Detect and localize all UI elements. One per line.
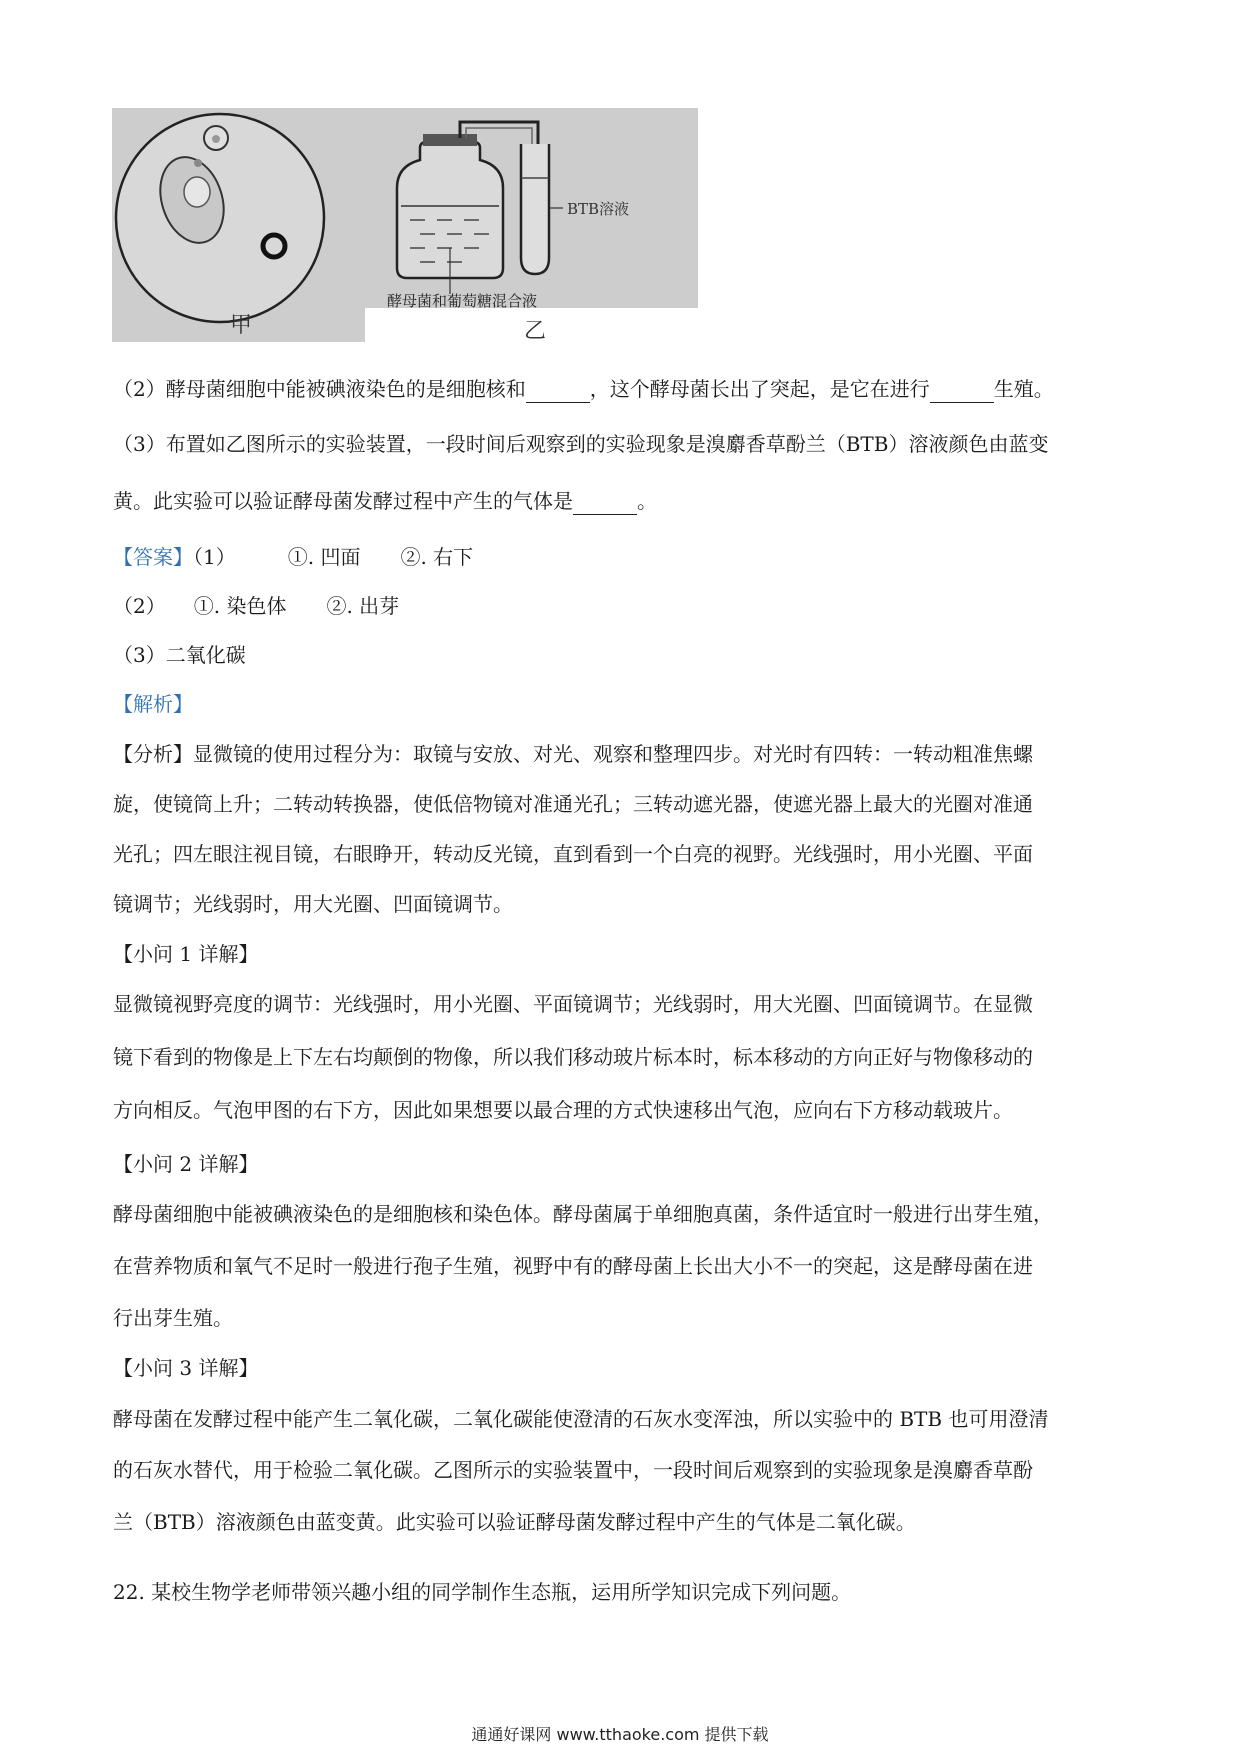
question-2 [113,375,1054,403]
question-2-blank-1 [526,380,590,403]
xiaowen-2-line-3: 行出芽生殖。 [113,1306,233,1330]
question-3-prefix: 黄。此实验可以验证酵母菌发酵过程中产生的气体是 [113,489,573,513]
page-footer: 通通好课网 www.tthaoke.com 提供下载 [471,1725,769,1744]
xiaowen-2-line-1: 酵母菌细胞中能被碘液染色的是细胞核和染色体。酵母菌属于单细胞真菌，条件适宜时一般进行出芽生殖， [113,1202,1053,1226]
analysis-label: 【解析】 [113,692,193,716]
answer-2-number: （2） [113,594,166,618]
xiaowen-2-title: 【小问 2 详解】 [113,1152,259,1176]
xiaowen-1-title: 【小问 1 详解】 [113,942,259,966]
answer-2-part-2: ②. 出芽 [326,594,400,618]
question-3-blank [573,492,637,515]
xiaowen-3-title: 【小问 3 详解】 [113,1356,259,1380]
answer-1-part-1: ①. 凹面 [287,545,361,569]
figure-yi-caption: 乙 [524,319,547,344]
fenxi-line-2: 旋，使镜筒上升；二转动转换器，使低倍物镜对准通光孔；三转动遮光器，使遮光器上最大的光圈对准通 [113,792,1033,816]
answer-line-3: （3）二氧化碳 [113,643,246,667]
xiaowen-3-line-1: 酵母菌在发酵过程中能产生二氧化碳，二氧化碳能使澄清的石灰水变浑浊，所以实验中的 BTB 也可用澄清 [113,1407,1049,1431]
question-3-suffix: 。 [637,489,657,513]
question-22: 22. 某校生物学老师带领兴趣小组的同学制作生态瓶，运用所学知识完成下列问题。 [113,1580,852,1604]
answer-1-part-2: ②. 右下 [400,545,474,569]
xiaowen-1-line-3: 方向相反。气泡甲图的右下方，因此如果想要以最合理的方式快速移出气泡，应向右下方移动载玻片。 [113,1098,1013,1122]
question-2-suffix: 生殖。 [993,377,1054,401]
xiaowen-3-line-2: 的石灰水替代，用于检验二氧化碳。乙图所示的实验装置中，一段时间后观察到的实验现象是溴麝香草酚 [113,1458,1033,1482]
answer-line-2 [113,592,399,620]
mixture-label: 酵母菌和葡萄糖混合液 [387,292,538,308]
microscope-field-illustration [112,108,365,342]
fenxi-line-1: 【分析】显微镜的使用过程分为：取镜与安放、对光、观察和整理四步。对光时有四转：一转动粗准焦螺 [113,742,1033,766]
fenxi-line-3: 光孔；四左眼注视目镜，右眼睁开，转动反光镜，直到看到一个白亮的视野。光线强时，用小光圈、平面 [113,842,1033,866]
question-2-prefix: （2）酵母菌细胞中能被碘液染色的是细胞核和 [113,377,526,401]
fenxi-line-4: 镜调节；光线弱时，用大光圈、凹面镜调节。 [113,892,513,916]
question-3-line-2 [113,487,657,515]
figure-yi-apparatus [365,108,698,308]
nucleus [194,159,202,167]
test-tube [521,144,549,274]
bud-nucleus [212,135,220,143]
btb-label: BTB溶液 [567,200,630,218]
apparatus-illustration [365,108,698,308]
question-2-blank-2 [930,380,994,403]
question-3-line-1: （3）布置如乙图所示的实验装置，一段时间后观察到的实验现象是溴麝香草酚兰（BTB）溶液颜色由蓝变 [113,432,1049,456]
xiaowen-1-line-1: 显微镜视野亮度的调节：光线强时，用小光圈、平面镜调节；光线弱时，用大光圈、凹面镜调节。在显微 [113,992,1033,1016]
answer-label: 【答案】 [113,545,193,569]
bottle-stopper [423,134,477,146]
figure-jia-microscope-view [112,108,365,342]
question-2-mid: ，这个酵母菌长出了突起，是它在进行 [589,377,930,401]
xiaowen-2-line-2: 在营养物质和氧气不足时一般进行孢子生殖，视野中有的酵母菌上长出大小不一的突起，这是酵母菌在进 [113,1254,1033,1278]
answer-line-1 [113,543,473,571]
xiaowen-1-line-2: 镜下看到的物像是上下左右均颠倒的物像，所以我们移动玻片标本时，标本移动的方向正好与物像移动的 [113,1045,1033,1069]
xiaowen-3-line-3: 兰（BTB）溶液颜色由蓝变黄。此实验可以验证酵母菌发酵过程中产生的气体是二氧化碳。 [113,1510,916,1534]
answer-2-part-1: ①. 染色体 [193,594,287,618]
answer-1-number: （1） [193,545,236,569]
vacuole [184,177,210,207]
figure-jia-caption: 甲 [230,313,253,338]
